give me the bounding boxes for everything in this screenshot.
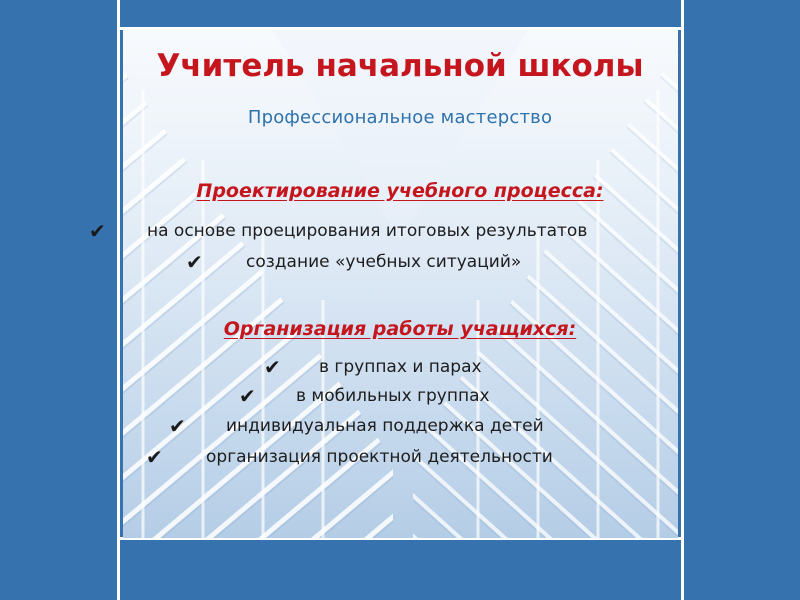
checkmark-icon: ✔ [169,414,186,438]
checkmark-icon: ✔ [146,445,163,469]
list-item: в мобильных группах [296,386,490,406]
checkmark-icon: ✔ [89,219,106,243]
section-heading-design: Проектирование учебного процесса: [196,180,604,202]
list-item: организация проектной деятельности [206,447,553,467]
slide-title: Учитель начальной школы [156,48,644,84]
list-item: создание «учебных ситуаций» [246,252,522,272]
section-heading-organization: Организация работы учащихся: [223,318,577,340]
checkmark-icon: ✔ [186,250,203,274]
list-item: на основе проецирования итоговых результатов [147,221,588,241]
list-item: в группах и парах [319,357,482,377]
slide-subtitle: Профессиональное мастерство [247,107,553,128]
checkmark-icon: ✔ [239,384,256,408]
list-item: индивидуальная поддержка детей [226,416,544,436]
checkmark-icon: ✔ [264,355,281,379]
